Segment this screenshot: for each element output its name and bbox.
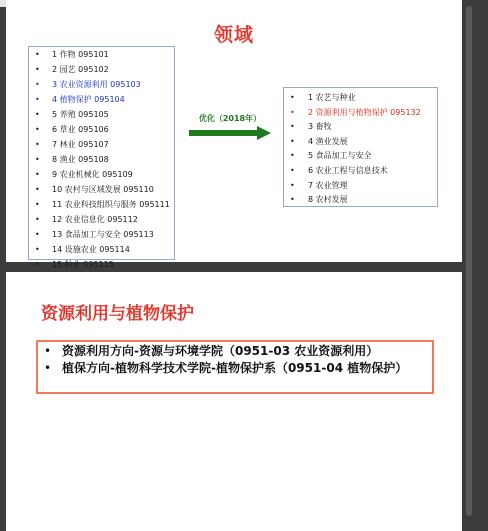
bullet-icon: • bbox=[290, 180, 295, 190]
list-item-text: 14 设施农业 095114 bbox=[52, 245, 130, 254]
list-item-text: 1 农艺与种业 bbox=[308, 93, 356, 102]
bullet-icon: • bbox=[35, 185, 40, 194]
list-item-text: 9 农业机械化 095109 bbox=[52, 170, 133, 179]
list-item-text: 7 林业 095107 bbox=[52, 140, 109, 149]
slide-2 bbox=[6, 272, 462, 531]
direction-box bbox=[36, 340, 434, 394]
list-item-text: 2 园艺 095102 bbox=[52, 65, 109, 74]
field-list-item bbox=[29, 110, 174, 125]
list-item-text: 6 农业工程与信息技术 bbox=[308, 165, 388, 175]
optimized-fields-list bbox=[284, 88, 437, 208]
field-list-item bbox=[29, 170, 174, 185]
field-list-item bbox=[29, 140, 174, 155]
list-item-text: 4 植物保护 095104 bbox=[52, 95, 125, 104]
list-item-text: 10 农村与区域发展 095110 bbox=[52, 185, 154, 194]
bullet-icon: • bbox=[35, 260, 40, 269]
list-item-text: 1 作物 095101 bbox=[52, 50, 109, 59]
optimized-field-item bbox=[284, 193, 437, 208]
bullet-icon: • bbox=[290, 195, 295, 205]
field-list-item bbox=[29, 125, 174, 140]
field-list-item bbox=[29, 200, 174, 215]
field-list-item bbox=[29, 80, 174, 95]
list-item-text: 7 农业管理 bbox=[308, 180, 348, 190]
bullet-icon: • bbox=[35, 50, 40, 59]
direction-list bbox=[38, 342, 432, 375]
bullet-icon: • bbox=[35, 95, 40, 104]
optimized-field-item bbox=[284, 106, 437, 121]
bullet-icon: • bbox=[35, 140, 40, 149]
list-item-text: 3 农业资源利用 095103 bbox=[52, 80, 141, 89]
field-list-item bbox=[29, 245, 174, 260]
bullet-icon: • bbox=[35, 155, 40, 164]
bullet-icon: • bbox=[35, 65, 40, 74]
right-arrow-icon bbox=[189, 126, 271, 140]
bullet-icon: • bbox=[35, 200, 40, 209]
bullet-icon: • bbox=[35, 215, 40, 224]
bullet-icon: • bbox=[35, 110, 40, 119]
list-item-text: 12 农业信息化 095112 bbox=[52, 215, 138, 224]
bullet-icon: • bbox=[290, 165, 295, 175]
optimization-arrow bbox=[189, 113, 271, 143]
field-list-item bbox=[29, 65, 174, 80]
optimized-field-item bbox=[284, 149, 437, 164]
list-item-text: 植保方向-植物科学技术学院-植物保护系（0951-04 植物保护） bbox=[62, 361, 408, 375]
field-list-item bbox=[29, 185, 174, 200]
bullet-icon: • bbox=[35, 230, 40, 239]
bullet-icon: • bbox=[35, 245, 40, 254]
bullet-icon: • bbox=[35, 125, 40, 134]
slide-2-title: 资源利用与植物保护 bbox=[41, 304, 194, 324]
direction-item bbox=[38, 362, 432, 375]
slide-1 bbox=[6, 0, 462, 269]
slide-1-title: 领域 bbox=[213, 24, 254, 46]
bullet-icon: • bbox=[44, 361, 52, 375]
original-fields-list bbox=[29, 47, 174, 275]
field-list-item bbox=[29, 215, 174, 230]
optimized-field-item bbox=[284, 179, 437, 194]
optimized-field-item bbox=[284, 135, 437, 150]
optimized-field-item bbox=[284, 120, 437, 135]
list-item-text: 11 农业科技组织与服务 095111 bbox=[52, 200, 170, 209]
list-item-text: 4 渔业发展 bbox=[308, 136, 348, 146]
bullet-icon: • bbox=[290, 136, 295, 146]
optimized-field-item bbox=[284, 91, 437, 106]
bullet-icon: • bbox=[290, 93, 295, 102]
optimized-field-item bbox=[284, 164, 437, 179]
list-item-text: 5 食品加工与安全 bbox=[308, 151, 372, 161]
bullet-icon: • bbox=[290, 151, 295, 161]
field-list-item bbox=[29, 50, 174, 65]
bullet-icon: • bbox=[35, 80, 40, 89]
list-item-text: 6 草业 095106 bbox=[52, 125, 109, 134]
vertical-scrollbar[interactable] bbox=[466, 6, 472, 516]
list-item-text: 8 渔业 095108 bbox=[52, 155, 109, 164]
list-item-text: 13 食品加工与安全 095113 bbox=[52, 230, 154, 239]
field-list-item bbox=[29, 230, 174, 245]
bullet-icon: • bbox=[35, 170, 40, 179]
field-list-item bbox=[29, 155, 174, 170]
list-item-text: 资源利用方向-资源与环境学院（0951-03 农业资源利用） bbox=[62, 344, 379, 358]
bullet-icon: • bbox=[44, 344, 52, 358]
optimized-fields-list-box bbox=[283, 87, 438, 207]
list-item-text: 5 养殖 095105 bbox=[52, 110, 109, 119]
bullet-icon: • bbox=[290, 122, 295, 132]
field-list-item bbox=[29, 95, 174, 110]
bullet-icon: • bbox=[290, 107, 295, 117]
list-item-text: 8 农村发展 bbox=[308, 195, 348, 205]
list-item-text: 2 资源利用与植物保护 095132 bbox=[308, 107, 421, 117]
direction-item bbox=[38, 345, 432, 358]
list-item-text: 3 畜牧 bbox=[308, 122, 332, 132]
arrow-label: 优化（2018年） bbox=[198, 114, 262, 123]
list-item-text: 15 种业 095115 bbox=[52, 260, 114, 269]
original-fields-list-box bbox=[28, 46, 175, 269]
